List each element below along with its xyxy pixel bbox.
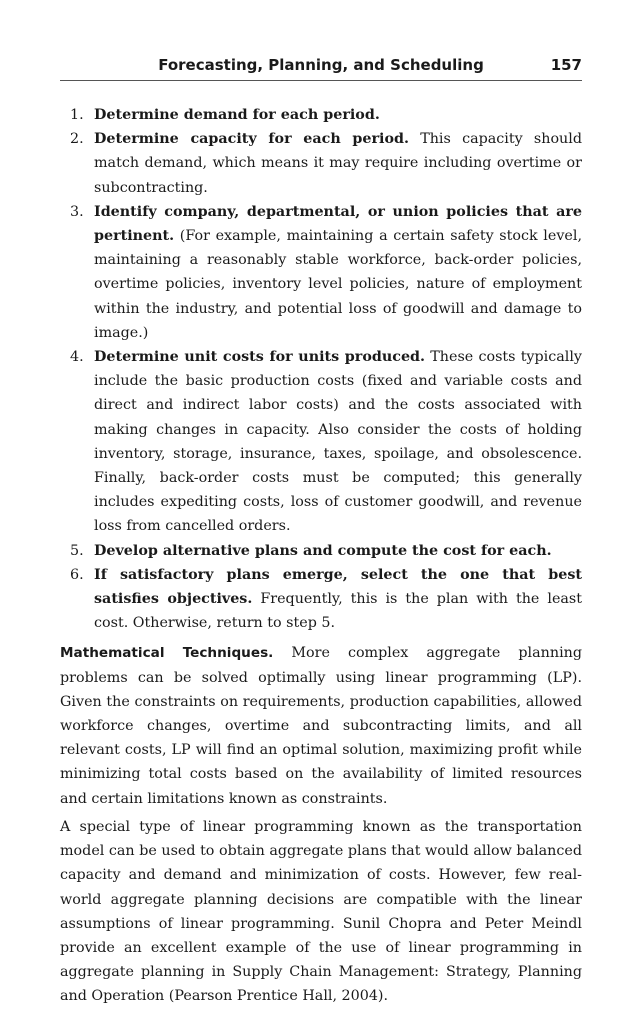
list-item [60,127,582,200]
list-item [60,103,582,127]
page-body [60,103,582,1009]
book-page [60,54,582,1009]
step-number: 3. [70,203,84,220]
step-number: 6. [70,566,84,583]
step-heading: Determine capacity for each period. [94,131,409,148]
step-text: These costs typically include the basic production costs (fixed and variable costs and direct and indirect labor costs) and the costs associated with making changes in capacity. Also consider the costs of holding inventory, storage, insurance, taxes, spoilage, and obsolescence. Finally, back-order costs must be computed; this generally includes expediting costs, loss of customer goodwill, and revenue loss from cancelled orders. [94,349,582,535]
planning-steps-list [60,103,582,635]
list-item [60,539,582,563]
step-text: This capacity should match demand, which means it may require including overtime or subcontracting. [94,131,582,196]
step-number: 2. [70,131,84,148]
step-text: Frequently, this is the plan with the least cost. Otherwise, return to step 5. [94,591,583,632]
step-heading: Develop alternative plans and compute the cost for each. [94,542,552,559]
list-item [60,200,582,345]
step-heading: Determine demand for each period. [94,107,380,123]
step-number: 5. [70,542,84,559]
step-heading: Determine unit costs for units produced. [94,349,426,366]
paragraph-mathematical-techniques [60,641,582,810]
paragraph-text: A special type of linear programming known as the transportation model can be used to obtain aggregate plans that would allow balanced capacity and demand and minimization of costs. However, few real-world aggregate planning decisions are compatible with the linear assumptions of linear programming. Sunil Chopra and Peter Meindl provide an excellent example of the use of linear programming in aggregate planning in Supply Chain Management: Strategy, Planning and Operation (Pearson Prentice Hall, 2004). [60,818,582,1005]
running-header [60,54,582,81]
step-heading: If satisfactory plans emerge, select the one that best satisfies objectives. [94,566,582,608]
paragraph-transportation-model [60,815,582,1009]
step-number: 4. [70,349,84,366]
chapter-title: Forecasting, Planning, and Scheduling [158,56,484,74]
paragraph-lead: Mathematical Techniques. [60,645,274,662]
page-number: 157 [550,56,582,74]
list-item [60,563,582,636]
step-text: (For example, maintaining a certain safety stock level, maintaining a reasonably stable workforce, back-order policies, overtime policies, inventory level policies, nature of employment within the industry, and potential loss of goodwill and damage to image.) [94,228,582,341]
step-number: 1. [70,107,84,123]
list-item [60,345,582,539]
step-heading: Identify company, departmental, or union policies that are pertinent. [94,203,582,245]
paragraph-text: More complex aggregate planning problems can be solved optimally using linear programming (LP). Given the constraints on requirements, production capabilities, allowed workforce changes, overtime and subcontracting limits, and all relevant costs, LP will find an optimal solution, maximizing profit while minimizing total costs based on the availability of limited resources and certain limitations known as constraints. [60,645,583,807]
